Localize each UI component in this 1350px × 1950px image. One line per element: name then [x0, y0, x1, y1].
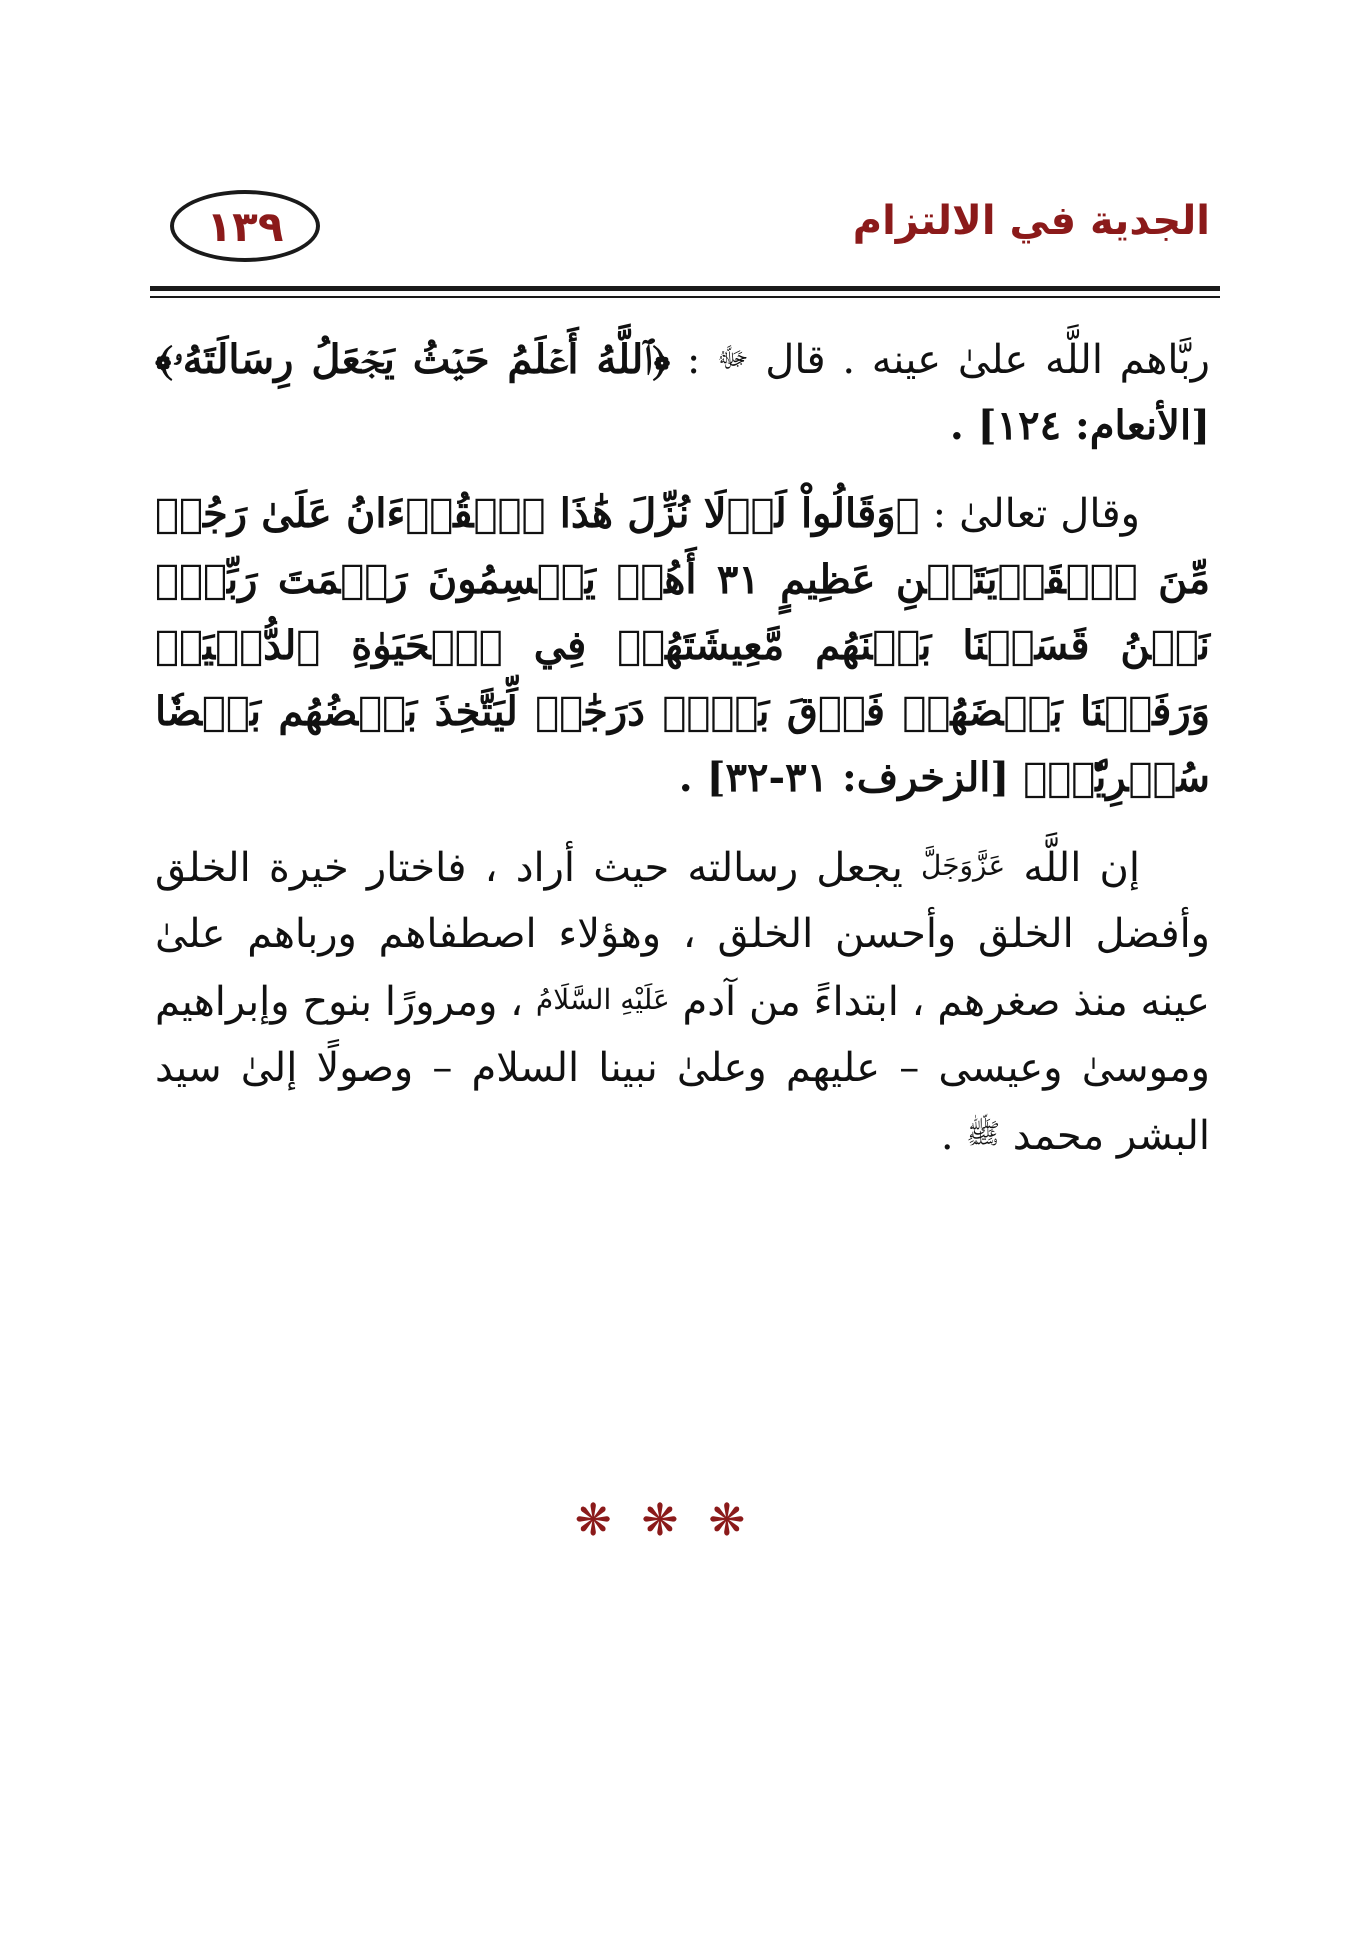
- paragraph-2: [155, 481, 1210, 811]
- paragraph-1: [155, 325, 1210, 459]
- text-run: :: [670, 337, 717, 383]
- honorific-glyph: ﷻ: [717, 341, 749, 374]
- header-rule-thick: [150, 286, 1220, 291]
- honorific-glyph: عَلَيْهِ السَّلَامُ: [535, 983, 670, 1016]
- main-text: [155, 325, 1210, 1191]
- text-run: يجعل رسالته حيث أراد ، فاختار خيرة الخلق وأفضل الخلق وأحسن الخلق ، وهؤلاء اصطفاهم ورباهم علىٰ عينه منذ صغرهم ، ابتداءً من آدم: [155, 845, 1210, 1025]
- verse-reference: [الزخرف: ٣١-٣٢] .: [678, 754, 1024, 801]
- verse-reference: [الأنعام: ١٢٤] .: [949, 402, 1210, 449]
- honorific-glyph: عَزَّوَجَلَّ: [921, 849, 1006, 882]
- text-run: وقال تعالىٰ :: [919, 491, 1140, 537]
- quran-verse: ﴿وَقَالُواْ لَوۡلَا نُزِّلَ هَٰذَا ٱلۡقُرۡءَانُ عَلَىٰ رَجُلٖ مِّنَ ٱلۡقَرۡيَتَيۡنِ عَظِيمٍ ٣١ أَهُمۡ يَقۡسِمُونَ رَحۡمَتَ رَبِّكَۚ نَحۡنُ قَسَمۡنَا بَيۡنَهُم مَّعِيشَتَهُمۡ فِي ٱلۡحَيَوٰةِ ٱلدُّنۡيَاۚ وَرَفَعۡنَا بَعۡضَهُمۡ فَوۡقَ بَعۡضٖ دَرَجَٰتٖ لِّيَتَّخِذَ بَعۡضُهُم بَعۡضٗا سُخۡرِيّٗاۗ﴾: [155, 490, 1211, 801]
- page-number-oval: [170, 190, 320, 262]
- text-run: ربَّاهم اللَّه علىٰ عينه . قال: [748, 337, 1210, 383]
- text-run: ، ومرورًا بنوح وإبراهيم وموسىٰ وعيسى – عليهم وعلىٰ نبينا السلام – وصولًا إلىٰ سيد البشر محمد: [155, 979, 1210, 1159]
- page-header: [150, 190, 1210, 280]
- paragraph-3: [155, 833, 1210, 1169]
- honorific-glyph: ﷺ: [966, 1117, 1001, 1150]
- section-divider-stars: ❋❋❋: [574, 1495, 776, 1546]
- text-run: .: [940, 1113, 967, 1159]
- quran-verse: ﴿ٱللَّهُ أَعۡلَمُ حَيۡثُ يَجۡعَلُ رِسَالَتَهُۥ﴾: [155, 336, 671, 383]
- text-run: إن اللَّه: [1005, 845, 1141, 891]
- running-title: الجدية في الالتزام: [852, 198, 1210, 244]
- page-number: ١٣٩: [206, 201, 284, 251]
- header-rule-thin: [150, 296, 1220, 298]
